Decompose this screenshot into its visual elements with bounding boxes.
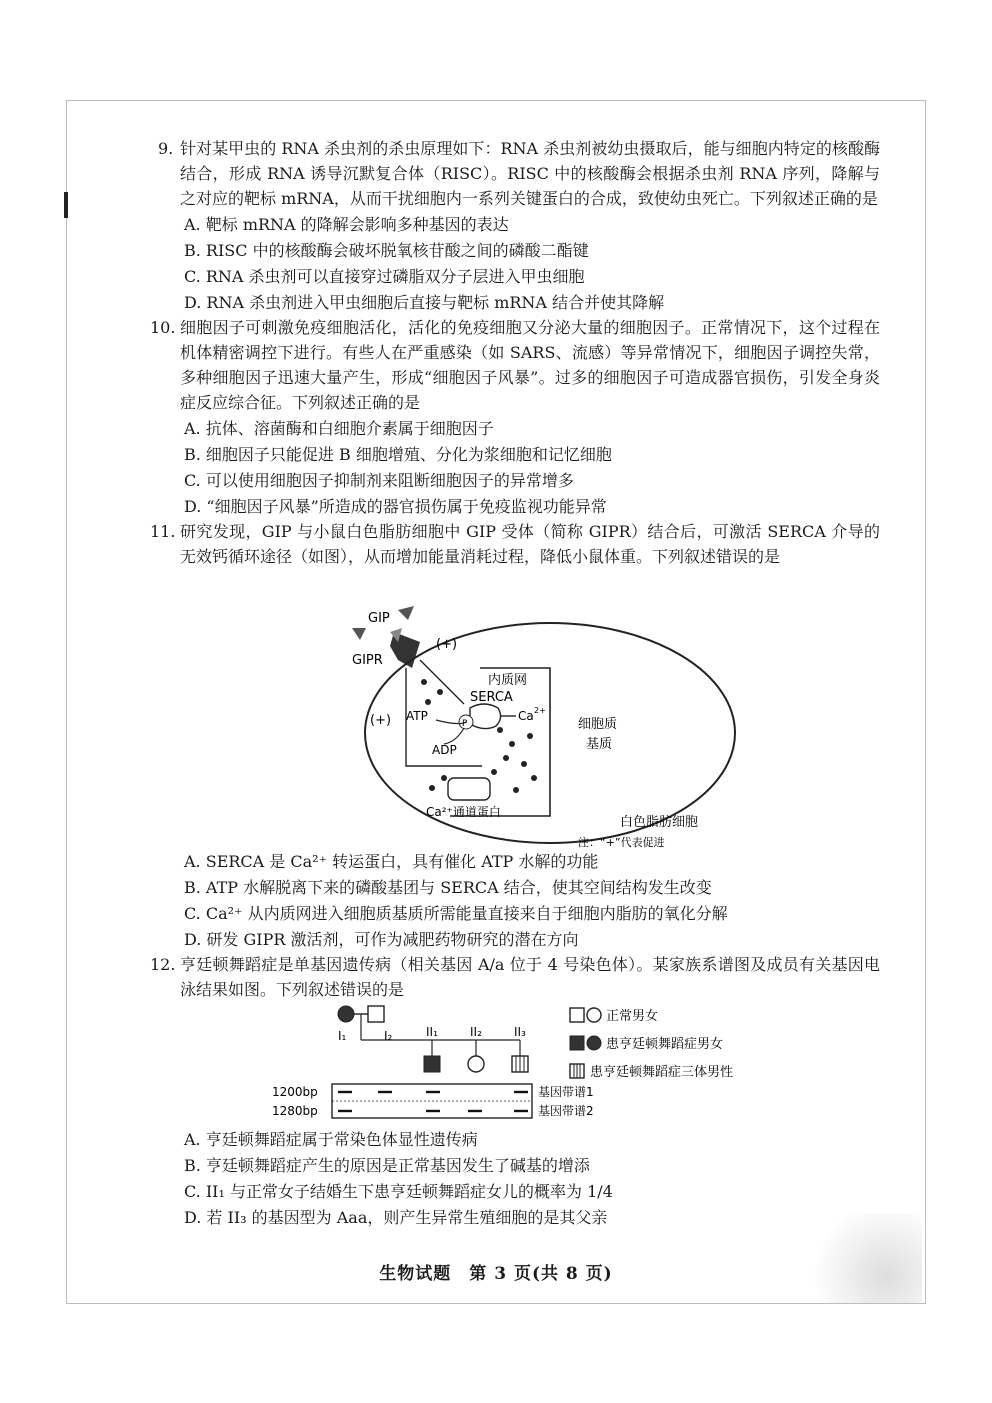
normal-male-icon bbox=[368, 1006, 384, 1022]
gel-bands bbox=[338, 1092, 528, 1111]
option-a: A. SERCA 是 Ca²⁺ 转运蛋白，具有催化 ATP 水解的功能 bbox=[184, 852, 599, 871]
serca-label: SERCA bbox=[470, 690, 513, 705]
ii3-label: II₃ bbox=[514, 1025, 526, 1039]
gipr-label: GIPR bbox=[352, 653, 383, 668]
bp-1280-label: 1280bp bbox=[272, 1104, 318, 1118]
phosphate-label: P bbox=[462, 719, 468, 729]
band-2-label: 基因带谱2 bbox=[538, 1104, 594, 1118]
legend-affected-label: 患亨廷顿舞蹈症男女 bbox=[606, 1037, 724, 1052]
legend-trisomy-icon bbox=[570, 1064, 584, 1078]
legend-affected-male-icon bbox=[570, 1036, 584, 1050]
normal-female-icon bbox=[468, 1056, 484, 1072]
adp-label: ADP bbox=[432, 743, 457, 757]
option-a: A. 靶标 mRNA 的降解会影响多种基因的表达 bbox=[184, 215, 509, 234]
legend-trisomy-label: 患亨廷顿舞蹈症三体男性 bbox=[590, 1065, 734, 1080]
option-b: B. RISC 中的核酸酶会破坏脱氧核苷酸之间的磷酸二酯键 bbox=[184, 241, 589, 260]
option-b: B. ATP 水解脱离下来的磷酸基团与 SERCA 结合，使其空间结构发生改变 bbox=[184, 878, 712, 897]
option-d: D. “细胞因子风暴”所造成的器官损伤属于免疫监视功能异常 bbox=[184, 497, 607, 516]
note-label: 注：“+”代表促进 bbox=[578, 836, 665, 849]
option-a: A. 亨廷顿舞蹈症属于常染色体显性遗传病 bbox=[184, 1130, 478, 1149]
legend-normal-male-icon bbox=[570, 1008, 584, 1022]
question-number: 12. bbox=[150, 955, 176, 974]
question-stem: 细胞因子可刺激免疫细胞活化，活化的免疫细胞又分泌大量的细胞因子。正常情况下，这个过程在机体精密调控下进行。有些人在严重感染（如 SARS、流感）等异常情况下，细胞因子调控失常，多种细胞因子迅速大量产生，形成“细胞因子风暴”。过多的细胞因子可造成器官损伤，引发全身炎症反应综合征。下列叙述正确的是 bbox=[180, 318, 880, 412]
promote-label-top: (+) bbox=[436, 637, 458, 652]
question-10 bbox=[150, 315, 880, 519]
atp-label: ATP bbox=[406, 709, 428, 723]
question-content-lower bbox=[150, 848, 880, 1002]
ca-channel-icon bbox=[448, 778, 490, 800]
promote-label-left: (+) bbox=[370, 713, 392, 728]
option-c: C. RNA 杀虫剂可以直接穿过磷脂双分子层进入甲虫细胞 bbox=[184, 267, 585, 286]
channel-label: Ca²⁺通道蛋白 bbox=[426, 805, 501, 819]
option-d: D. 研发 GIPR 激活剂，可作为减肥药物研究的潜在方向 bbox=[184, 930, 579, 949]
ii2-label: II₂ bbox=[470, 1025, 482, 1039]
question-9 bbox=[158, 136, 880, 315]
i2-label: I₂ bbox=[384, 1029, 393, 1043]
option-d: D. 若 II₃ 的基因型为 Aaa，则产生异常生殖细胞的是其父亲 bbox=[184, 1208, 608, 1227]
question-12 bbox=[150, 952, 880, 1002]
affected-male-icon bbox=[424, 1056, 440, 1072]
cell-label: 白色脂肪细胞 bbox=[620, 815, 699, 830]
question-number: 11. bbox=[150, 522, 176, 541]
affected-female-icon bbox=[338, 1006, 354, 1022]
scan-mark bbox=[64, 192, 68, 218]
gip-molecule-icon bbox=[352, 628, 366, 640]
question-number: 10. bbox=[150, 318, 176, 337]
gip-label: GIP bbox=[368, 611, 390, 626]
legend-normal-female-icon bbox=[587, 1008, 601, 1022]
option-d: D. RNA 杀虫剂进入甲虫细胞后直接与靶标 mRNA 结合并使其降解 bbox=[184, 293, 665, 312]
cell-diagram bbox=[340, 598, 740, 850]
serca-protein-icon bbox=[470, 704, 501, 729]
ca-label: Ca bbox=[518, 709, 534, 723]
i1-label: I₁ bbox=[338, 1029, 347, 1043]
question-stem: 亨廷顿舞蹈症是单基因遗传病（相关基因 A/a 位于 4 号染色体）。某家族系谱图及成员有关基因电泳结果如图。下列叙述错误的是 bbox=[180, 955, 880, 999]
option-c: C. 可以使用细胞因子抑制剂来阻断细胞因子的异常增多 bbox=[184, 471, 574, 490]
ii1-label: II₁ bbox=[426, 1025, 438, 1039]
band-1-label: 基因带谱1 bbox=[538, 1085, 594, 1099]
matrix-label: 基质 bbox=[586, 737, 613, 752]
option-a: A. 抗体、溶菌酶和白细胞介素属于细胞因子 bbox=[184, 419, 494, 438]
er-label: 内质网 bbox=[488, 673, 528, 688]
question-stem: 研究发现，GIP 与小鼠白色脂肪细胞中 GIP 受体（简称 GIPR）结合后，可激活 SERCA 介导的无效钙循环途径（如图），从而增加能量消耗过程，降低小鼠体重。下列叙述错误的是 bbox=[180, 522, 880, 566]
trisomy-male-icon bbox=[512, 1056, 528, 1072]
question-number: 9. bbox=[158, 139, 174, 158]
page-footer: 生物试题 第 3 页(共 8 页) bbox=[379, 1264, 613, 1284]
bp-1200-label: 1200bp bbox=[272, 1085, 318, 1099]
adp-arrow bbox=[444, 728, 464, 744]
option-b: B. 亨廷顿舞蹈症产生的原因是正常基因发生了碱基的增添 bbox=[184, 1156, 590, 1175]
option-b: B. 细胞因子只能促进 B 细胞增殖、分化为浆细胞和记忆细胞 bbox=[184, 445, 612, 464]
option-c: C. Ca²⁺ 从内质网进入细胞质基质所需能量直接来自于细胞内脂肪的氧化分解 bbox=[184, 904, 728, 923]
question-11 bbox=[150, 519, 880, 569]
ca-superscript: 2+ bbox=[534, 706, 546, 715]
legend-affected-female-icon bbox=[587, 1036, 601, 1050]
gip-molecule-icon bbox=[398, 606, 414, 620]
cytoplasm-label: 细胞质 bbox=[578, 717, 618, 732]
pedigree-diagram bbox=[270, 1000, 810, 1128]
question-11-options bbox=[180, 849, 880, 952]
question-12-options bbox=[180, 1126, 880, 1230]
question-content bbox=[150, 136, 880, 569]
question-stem: 针对某甲虫的 RNA 杀虫剂的杀虫原理如下：RNA 杀虫剂被幼虫摄取后，能与细胞内特定的核酸酶结合，形成 RNA 诱导沉默复合体（RISC）。RISC 中的核酸酶会根据杀虫剂 RNA 序列，降解与之对应的靶标 mRNA，从而干扰细胞内一系列关键蛋白的合成，致使幼虫死亡。下列叙述正确的是 bbox=[180, 139, 880, 208]
legend-normal-label: 正常男女 bbox=[606, 1009, 659, 1024]
option-c: C. II₁ 与正常女子结婚生下患亨廷顿舞蹈症女儿的概率为 1/4 bbox=[184, 1182, 613, 1201]
